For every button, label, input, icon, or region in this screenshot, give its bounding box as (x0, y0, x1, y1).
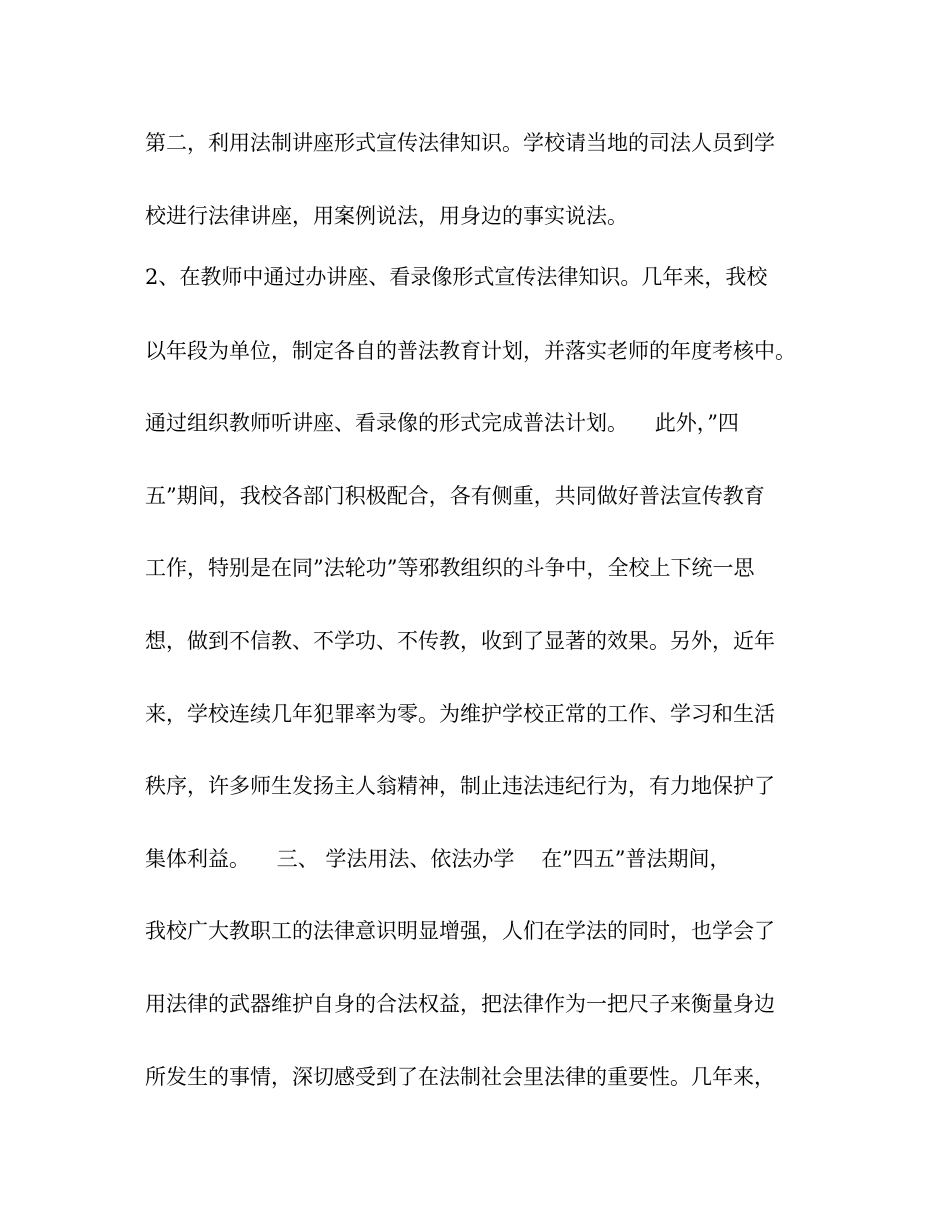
text-line-7: 工作，特别是在同”法轮功”等邪教组织的斗争中，全校上下统一思 (145, 556, 755, 580)
text-line-4: 以年段为单位，制定各自的普法教育计划，并落实老师的年度考核中。 (145, 339, 796, 363)
text-line-12: 我校广大教职工的法律意识明显增强，人们在学法的同时，也学会了 (145, 919, 775, 943)
text-line-2: 校进行法律讲座，用案例说法，用身边的事实说法。 (145, 204, 628, 228)
text-line-3: 2、在教师中通过办讲座、看录像形式宣传法律知识。几年来，我校 (145, 265, 768, 289)
text-line-6: 五”期间，我校各部门积极配合，各有侧重，共同做好普法宣传教育 (145, 484, 765, 508)
text-line-9: 来，学校连续几年犯罪率为零。为维护学校正常的工作、学习和生活 (145, 702, 775, 726)
text-line-1: 第二，利用法制讲座形式宣传法律知识。学校请当地的司法人员到学 (145, 131, 775, 155)
text-line-5: 通过组织教师听讲座、看录像的形式完成普法计划。 此外，”四 (145, 411, 739, 435)
text-line-13: 用法律的武器维护自身的合法权益，把法律作为一把尺子来衡量身边 (145, 992, 775, 1016)
text-line-14: 所发生的事情，深切感受到了在法制社会里法律的重要性。几年来， (145, 1065, 775, 1089)
text-line-10: 秩序，许多师生发扬主人翁精神，制止违法违纪行为，有力地保护了 (145, 774, 775, 798)
text-line-8: 想，做到不信教、不学功、不传教，收到了显著的效果。另外，近年 (145, 629, 775, 653)
text-line-11: 集体利益。 三、 学法用法、依法办学 在”四五”普法期间， (145, 847, 731, 871)
